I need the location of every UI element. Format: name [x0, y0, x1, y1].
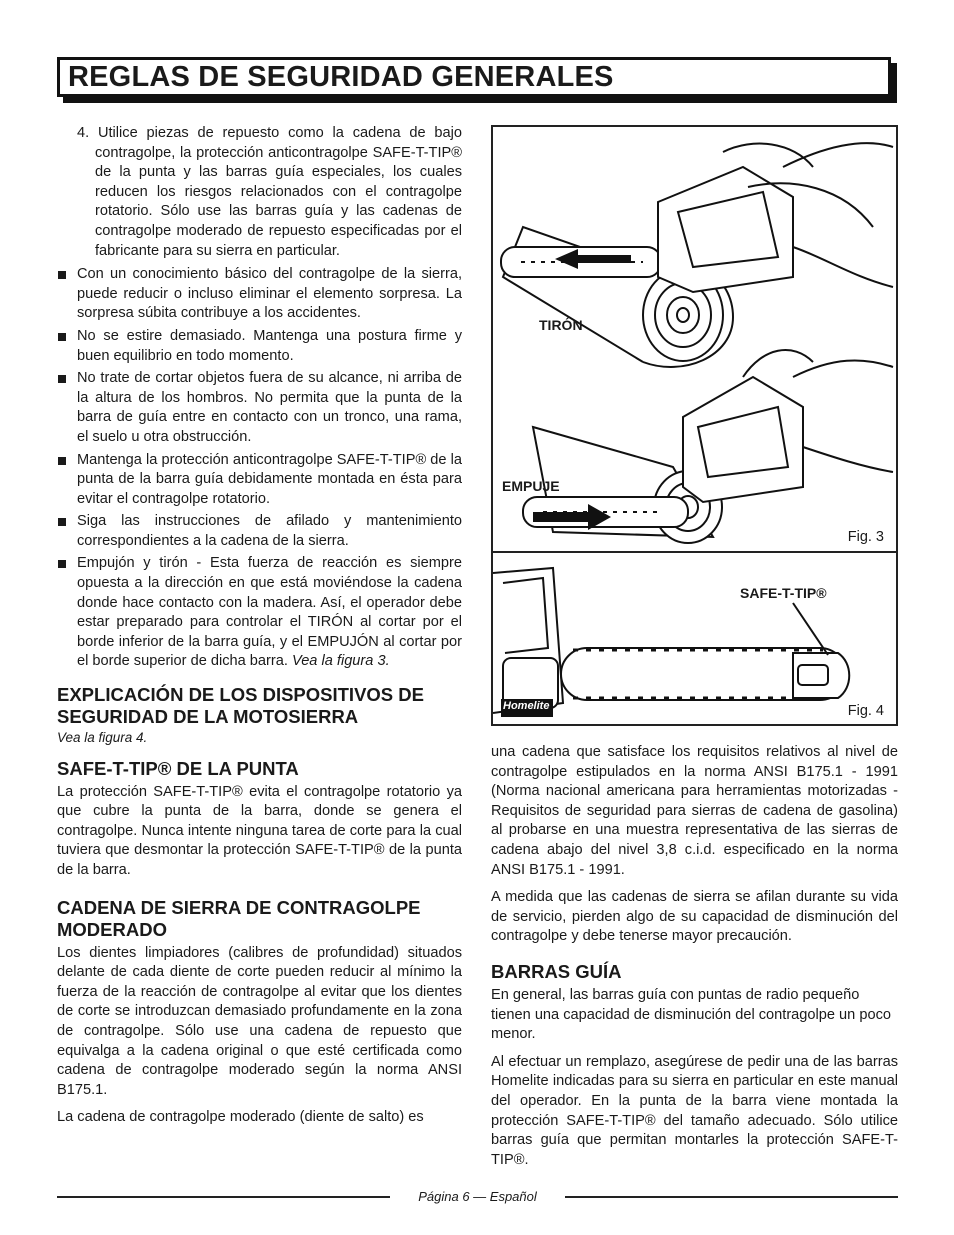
paragraph: una cadena que satisface los requisitos relativos al nivel de contragolpe estipulados en la norma ANSI B175.1 - 1991 (Norma nacional americana para herramientas motorizadas - Requisitos de seguridad para sierras de cadena de gasolina) al probarse en una muestra representativa de las sierras de cadena abajo del nivel 3,8 c.i.d. especificado en la norma ANSI B175.1 - 1991. — [491, 744, 898, 878]
paragraph: Los dientes limpiadores (calibres de profundidad) situados delante de cada diente de corte pueden reducir al mínimo la fuerza de la reacción de contragolpe al evitar que los dientes de corte se introduzcan demasiado profundamente en la zona de contragolpe. Sólo use una cadena de repuesto que equivalga a la cadena original o que esté certificada como cadena de contragolpe moderado según la norma ANSI B175.1. — [57, 944, 462, 1098]
bullet-item: No se estire demasiado. Mantenga una postura firme y buen equilibrio en todo momento. — [57, 327, 462, 366]
paragraph: Al efectuar un remplazo, asegúrese de pedir una de las barras Homelite indicadas para su sierra en particular en este manual del operador. En la punta de la barra viene montada la protección SAFE-T-TIP® del tamaño adecuado. Sólo utilice barras guía que permitan montarles la protección SAFE-T-TIP®. — [491, 1053, 898, 1168]
figure-reference: Vea la figura 3. — [292, 653, 390, 670]
paragraph: La protección SAFE-T-TIP® evita el contragolpe rotatorio ya que cubre la punta de la barra, donde se genera el contragolpe. Nunca intente ninguna tarea de corte para la cual tuviera que desmontar la protección SAFE-T-TIP® de la punta de la barra. — [57, 783, 462, 878]
bullet-item: No trate de cortar objetos fuera de su alcance, ni arriba de la altura de los hombros. No permita que la punta de la barra de guía entre en contacto con un tronco, una rama, el suelo u otra obstrucción. — [57, 369, 462, 447]
right-column — [491, 743, 898, 1178]
figure-3-label: Fig. 3 — [847, 529, 884, 545]
bullet-text: Empujón y tirón - Esta fuerza de reacción es siempre opuesta a la dirección en que está moviéndose la cadena donde hace contacto con la madera. Así, el operador debe estar preparado para controlar el TIRÓN al cortar por el borde inferior de la barra guía, y el EMPUJÓN al cortar por el borde superior de dicha barra. — [77, 555, 462, 670]
bullet-item: Mantenga la protección anticontragolpe SAFE-T-TIP® de la punta de la barra guía debidamente montada en ésta para evitar el contragolpe rotatorio. — [57, 451, 462, 510]
page-number: Página 6 — Español — [418, 1189, 537, 1204]
figure-3 — [491, 125, 898, 553]
brand-logo: Homelite — [503, 700, 550, 712]
section-title-guide-bars: BARRAS GUÍA — [491, 960, 622, 982]
figure-reference: Vea la figura 4. — [57, 730, 148, 746]
bullet-item-push-pull — [57, 554, 462, 672]
paragraph: En general, las barras guía con puntas de radio pequeño tienen una capacidad de disminución del contragolpe un poco menor. — [491, 986, 891, 1043]
push-label: EMPUJE — [502, 478, 560, 494]
section-title-safe-t-tip: SAFE-T-TIP® DE LA PUNTA — [57, 757, 299, 779]
bullet-item: Siga las instrucciones de afilado y mantenimiento correspondientes a la cadena de la sierra. — [57, 512, 462, 551]
page-title-box — [57, 57, 891, 97]
safe-t-tip-callout: SAFE-T-TIP® — [740, 585, 827, 601]
page-title: REGLAS DE SEGURIDAD GENERALES — [68, 61, 614, 93]
section-title-devices: EXPLICACIÓN DE LOS DISPOSITIVOS DE SEGURIDAD DE LA MOTOSIERRA — [57, 684, 424, 728]
paragraph: A medida que las cadenas de sierra se afilan durante su vida de servicio, pierden algo de su capacidad de disminución del contragolpe y debe tenerse mayor precaución. — [491, 889, 898, 945]
pull-label: TIRÓN — [539, 317, 583, 333]
section-title-chain: CADENA DE SIERRA DE CONTRAGOLPE MODERADO — [57, 896, 421, 940]
list-item-4: 4. Utilice piezas de repuesto como la cadena de bajo contragolpe, la protección anticontragolpe SAFE-T-TIP® de la punta y las barras guía especiales, los cuales reducen los riesgos relacionados con el contragolpe rotatorio. Sólo use las barras guía y las cadenas de contragolpe moderado de repuesto especificadas por el fabricante para su sierra en particular. — [77, 125, 462, 259]
page-footer — [57, 1186, 898, 1208]
safe-t-tip-illustration — [493, 553, 896, 724]
safety-bullets — [57, 265, 462, 672]
left-column — [57, 124, 462, 1136]
paragraph: La cadena de contragolpe moderado (diente de salto) es — [57, 1109, 424, 1126]
bullet-item: Con un conocimiento básico del contragolpe de la sierra, puede reducir o incluso eliminar el elemento sorpresa. La sorpresa súbita contribuye a los accidentes. — [57, 265, 462, 324]
figure-4-label: Fig. 4 — [847, 703, 884, 719]
figure-4 — [491, 553, 898, 726]
